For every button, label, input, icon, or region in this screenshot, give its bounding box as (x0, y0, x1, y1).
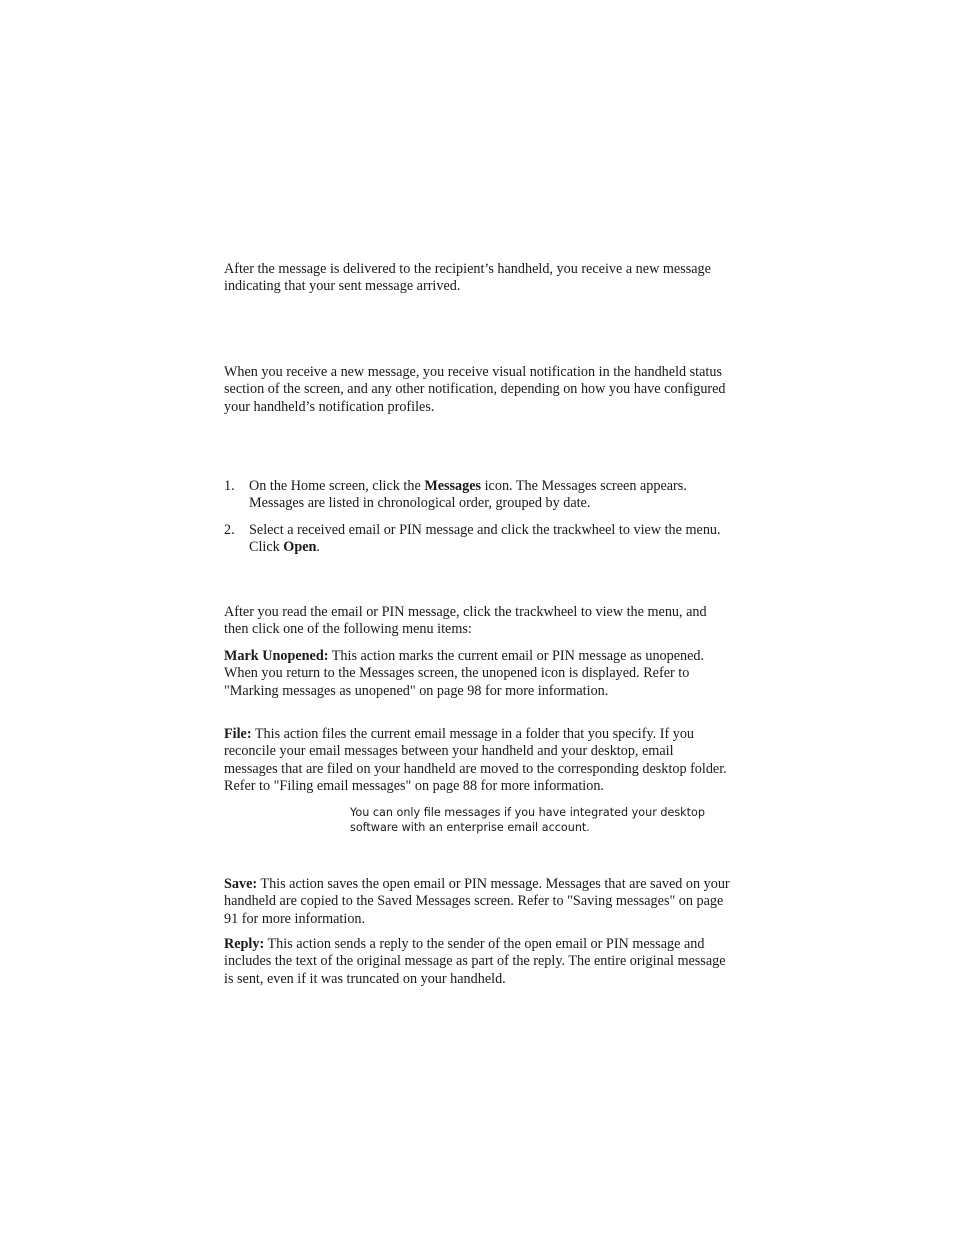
menu-item-file (224, 726, 730, 796)
menu-item-term: Reply: (224, 936, 265, 952)
menu-item-save (224, 876, 730, 928)
menu-item-description: This action files the current email message in a folder that you specify. If you reconcile your email messages between your handheld and your desktop, email messages that are filed on your handheld are moved to the corresponding desktop folder. Refer to "Filing email messages" on page 88 for more information. (224, 726, 727, 795)
steps-list (224, 478, 730, 566)
menu-item-term: Save: (224, 876, 258, 892)
list-item (224, 522, 730, 557)
note-text: You can only file messages if you have integrated your desktop software with an enterprise email account. (350, 806, 705, 835)
menu-item-description: This action sends a reply to the sender of the open email or PIN message and includes the text of the original message as part of the reply. The entire original message is sent, even if it was truncated on your handheld. (224, 936, 726, 987)
menu-item-mark-unopened (224, 648, 730, 700)
step-text-pre: Select a received email or PIN message and click the trackwheel to view the menu. Click (249, 521, 721, 556)
menu-item-reply (224, 936, 730, 988)
menu-item-description: This action marks the current email or PIN message as unopened. When you return to the Messages screen, the unopened icon is displayed. Refer to "Marking messages as unopened" on page 98 for more information. (224, 648, 705, 699)
step-bold-text: Messages (424, 478, 482, 494)
step-number: 1. (224, 478, 235, 494)
step-bold-text: Open (283, 539, 317, 556)
list-item (224, 478, 730, 513)
step-number: 2. (224, 521, 235, 538)
menu-item-description: This action saves the open email or PIN message. Messages that are saved on your handheld are copied to the Saved Messages screen. Refer to "Saving messages" on page 91 for more information. (224, 876, 730, 927)
notification-paragraph: When you receive a new message, you receive visual notification in the handheld status section of the screen, and any other notification, depending on how you have configured your handheld’s notification profiles. (224, 364, 726, 415)
after-read-paragraph: After you read the email or PIN message, click the trackwheel to view the menu, and then click one of the following menu items: (224, 604, 707, 638)
step-text-pre: On the Home screen, click the (249, 478, 425, 494)
menu-item-term: Mark Unopened: (224, 648, 329, 664)
menu-item-term: File: (224, 726, 252, 742)
step-text-post: . (316, 539, 320, 556)
step-text-post: icon. The Messages screen appears. Messages are listed in chronological order, grouped by date. (249, 478, 687, 512)
delivered-paragraph: After the message is delivered to the recipient’s handheld, you receive a new message indicating that your sent message arrived. (224, 261, 711, 295)
